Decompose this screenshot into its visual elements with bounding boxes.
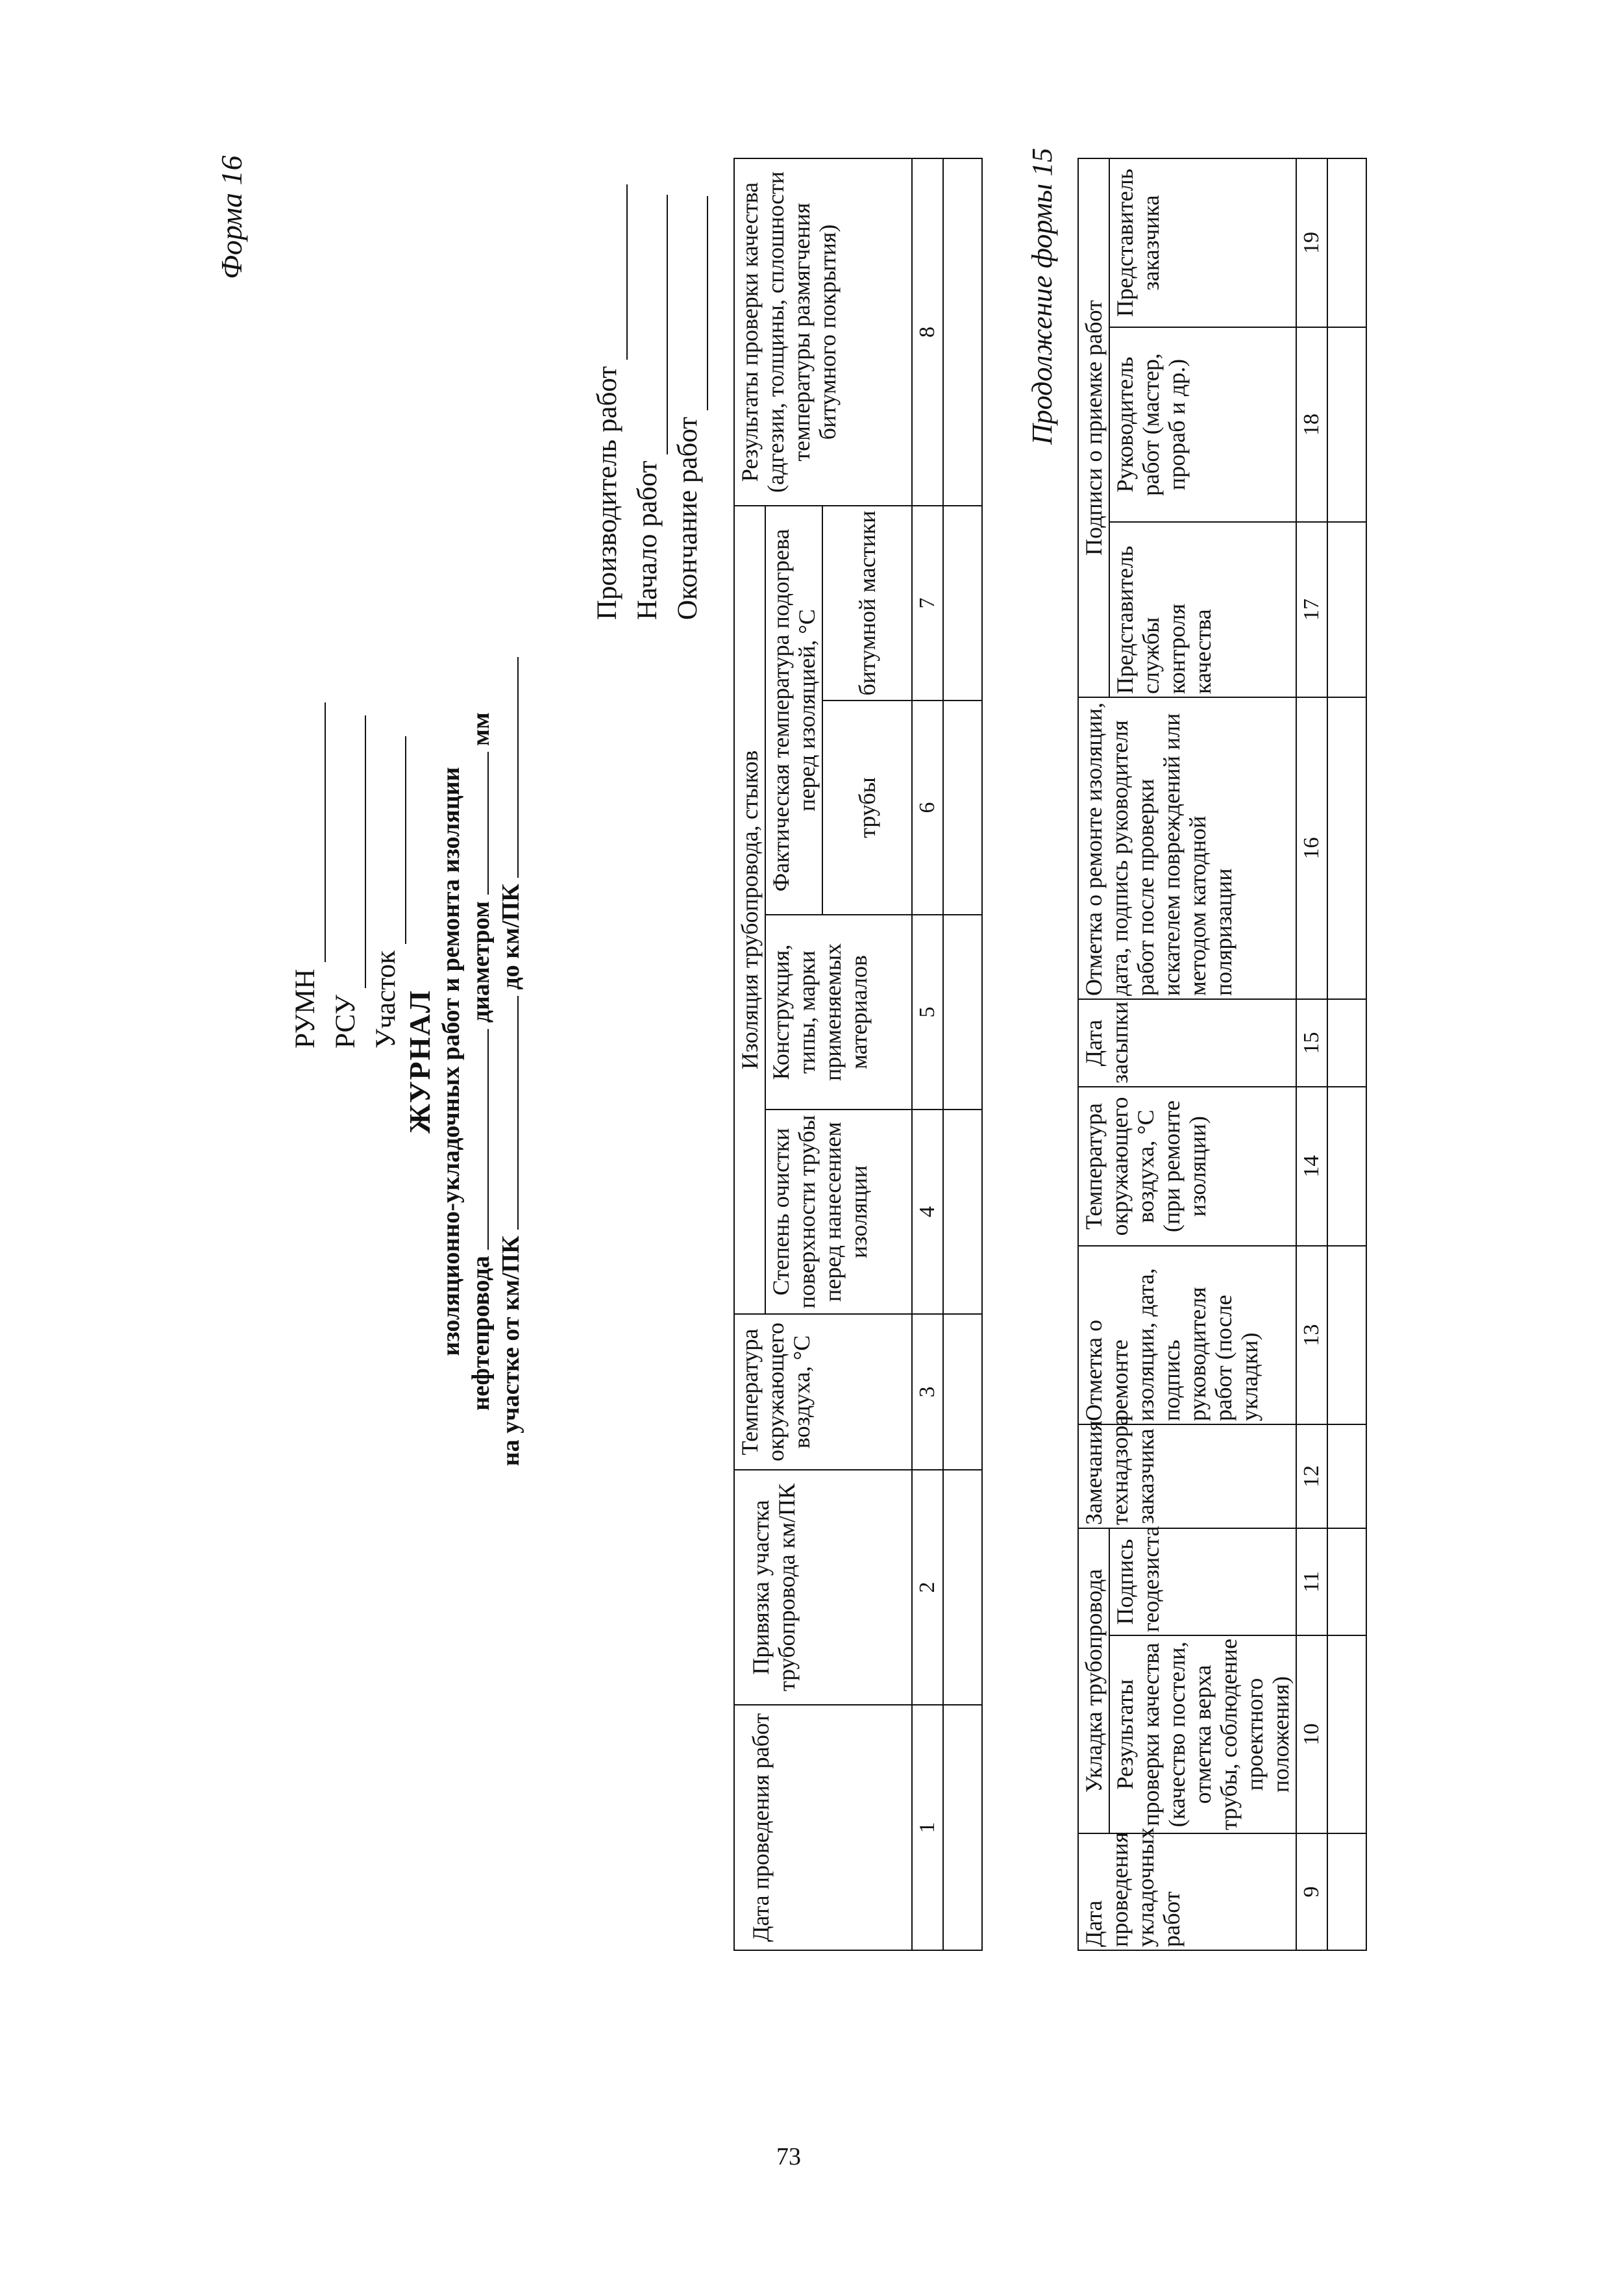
t2-header-date: Дата проведения укладочных работ xyxy=(1078,1833,1296,1950)
t2-header-repair-mark: Отметка о ремонте изоляции, дата, подпись руководителя работ (после укладки) xyxy=(1078,1246,1296,1424)
t2-header-manager: Руководитель работ (мастер, прораб и др.) xyxy=(1109,327,1296,522)
t2-cell xyxy=(1327,999,1366,1087)
journal-title-block xyxy=(402,347,525,1776)
segment-to-label: до км/ПК xyxy=(497,884,524,990)
t1-header-mastic: битумной мастики xyxy=(822,506,912,701)
pipeline-label: нефтепровода xyxy=(467,1256,495,1411)
producer-row xyxy=(587,184,628,620)
t1-header-results: Результаты проверки качества (адгезии, толщины, сплошности температуры размягчения битумного покрытия) xyxy=(734,158,912,506)
start-line xyxy=(638,195,668,454)
t2-header-qc-rep: Представитель службы контроля качества xyxy=(1109,522,1296,697)
pipeline-blank xyxy=(465,1029,489,1250)
t2-cell xyxy=(1327,1246,1366,1424)
t1-cell xyxy=(943,1470,982,1705)
t2-num-18: 18 xyxy=(1296,327,1327,522)
t1-num-1: 1 xyxy=(912,1705,943,1950)
t2-header-repair-note: Отметка о ремонте изоляции, дата, подпись руководителя работ после проверки искателем повреждений или методом катодной поляризации xyxy=(1078,697,1296,999)
t2-num-14: 14 xyxy=(1296,1087,1327,1246)
t1-num-8: 8 xyxy=(912,158,943,506)
continuation-label: Продолжение формы 15 xyxy=(1026,147,1058,445)
meta-section-row xyxy=(366,702,406,1048)
t1-number-row xyxy=(912,158,943,1950)
t2-cell xyxy=(1327,1087,1366,1246)
t2-num-11: 11 xyxy=(1296,1528,1327,1635)
t2-num-9: 9 xyxy=(1296,1833,1327,1950)
meta-rsu-line xyxy=(336,715,366,988)
journal-table-2 xyxy=(1077,158,1367,1951)
t1-header-air-temp: Температура окружающего воздуха, °С xyxy=(734,1314,912,1470)
producer-label: Производитель работ xyxy=(592,366,622,620)
t1-cell xyxy=(943,701,982,915)
t2-num-17: 17 xyxy=(1296,522,1327,697)
t1-header-date: Дата проведения работ xyxy=(734,1705,912,1950)
t1-num-6: 6 xyxy=(912,701,943,915)
t1-cell xyxy=(943,915,982,1110)
t2-blank-row xyxy=(1327,158,1366,1950)
mm-label: мм xyxy=(467,712,495,746)
t1-header-insulation-group: Изоляция трубопровода, стыков xyxy=(734,506,765,1314)
meta-rumn-line xyxy=(296,702,326,962)
t1-blank-row xyxy=(943,158,982,1950)
t2-cell xyxy=(1327,1635,1366,1833)
diameter-blank xyxy=(465,752,489,895)
t2-num-13: 13 xyxy=(1296,1246,1327,1424)
t2-num-16: 16 xyxy=(1296,697,1327,999)
segment-to-blank xyxy=(495,657,519,878)
t2-cell xyxy=(1327,1833,1366,1950)
t1-cell xyxy=(943,1314,982,1470)
journal-table-1 xyxy=(733,158,983,1951)
t2-num-19: 19 xyxy=(1296,158,1327,327)
meta-section: Участок xyxy=(371,950,401,1048)
t1-num-3: 3 xyxy=(912,1314,943,1470)
meta-rumn-row xyxy=(286,702,326,1048)
t1-num-7: 7 xyxy=(912,506,943,701)
t1-header-heat-group: Фактическая температура подогрева перед изоляцией, °С xyxy=(765,506,822,915)
journal-segment-line xyxy=(495,347,525,1776)
producer-line xyxy=(598,184,628,360)
meta-rumn: РУМН xyxy=(290,969,321,1048)
t2-header-customer-rep: Представитель заказчика xyxy=(1109,158,1296,327)
start-row xyxy=(628,184,668,620)
t1-cell xyxy=(943,1705,982,1950)
t2-number-row xyxy=(1296,158,1327,1950)
t2-num-12: 12 xyxy=(1296,1424,1327,1528)
meta-rsu: РСУ xyxy=(330,995,361,1048)
t2-header-laying-results: Результаты проверки качества (качество постели, отметка верха трубы, соблюдение проектного положения) xyxy=(1109,1635,1296,1833)
end-row xyxy=(668,184,708,620)
t1-num-4: 4 xyxy=(912,1110,943,1314)
t2-cell xyxy=(1327,1528,1366,1635)
work-info-block xyxy=(587,184,708,620)
t1-header-construction: Конструкция, типы, марки применяемых материалов xyxy=(765,915,912,1110)
t2-cell xyxy=(1327,158,1366,327)
t2-num-15: 15 xyxy=(1296,999,1327,1087)
end-label: Окончание работ xyxy=(672,416,703,620)
t2-header-signatures-group: Подписи о приемке работ xyxy=(1078,158,1109,697)
t1-cell xyxy=(943,506,982,701)
t2-num-10: 10 xyxy=(1296,1635,1327,1833)
t2-header-remarks: Замечания технадзора заказчика xyxy=(1078,1424,1296,1528)
t2-header-geodesist: Подпись геодезиста xyxy=(1109,1528,1296,1635)
meta-block xyxy=(286,702,406,1048)
t2-cell xyxy=(1327,522,1366,697)
start-label: Начало работ xyxy=(632,460,663,620)
t2-cell xyxy=(1327,697,1366,999)
t1-header-cleaning: Степень очистки поверхности трубы перед нанесением изоляции xyxy=(765,1110,912,1314)
t1-cell xyxy=(943,158,982,506)
t2-header-laying-group: Укладка трубопровода xyxy=(1078,1528,1109,1833)
segment-from-label: на участке от км/ПК xyxy=(497,1235,524,1467)
t1-header-pipe: трубы xyxy=(822,701,912,915)
t1-num-2: 2 xyxy=(912,1470,943,1705)
t1-cell xyxy=(943,1110,982,1314)
meta-rsu-row xyxy=(326,702,366,1048)
page-number: 73 xyxy=(776,2143,801,2170)
form-label: Форма 16 xyxy=(215,155,248,279)
journal-subtitle: изоляционно-укладочных работ и ремонта изоляции xyxy=(437,767,465,1356)
t2-cell xyxy=(1327,327,1366,522)
t1-num-5: 5 xyxy=(912,915,943,1110)
diameter-label: диаметром xyxy=(467,900,495,1023)
t2-header-air-temp: Температура окружающего воздуха, °С (при ремонте изоляции) xyxy=(1078,1087,1296,1246)
journal-pipeline-line xyxy=(465,347,495,1776)
end-line xyxy=(678,196,708,410)
journal-title: ЖУРНАЛ xyxy=(403,989,436,1134)
t2-header-backfill: Дата засыпки xyxy=(1078,999,1296,1087)
t1-header-binding: Привязка участка трубопровода км/ПК xyxy=(734,1470,912,1705)
t2-cell xyxy=(1327,1424,1366,1528)
segment-from-blank xyxy=(495,996,519,1230)
